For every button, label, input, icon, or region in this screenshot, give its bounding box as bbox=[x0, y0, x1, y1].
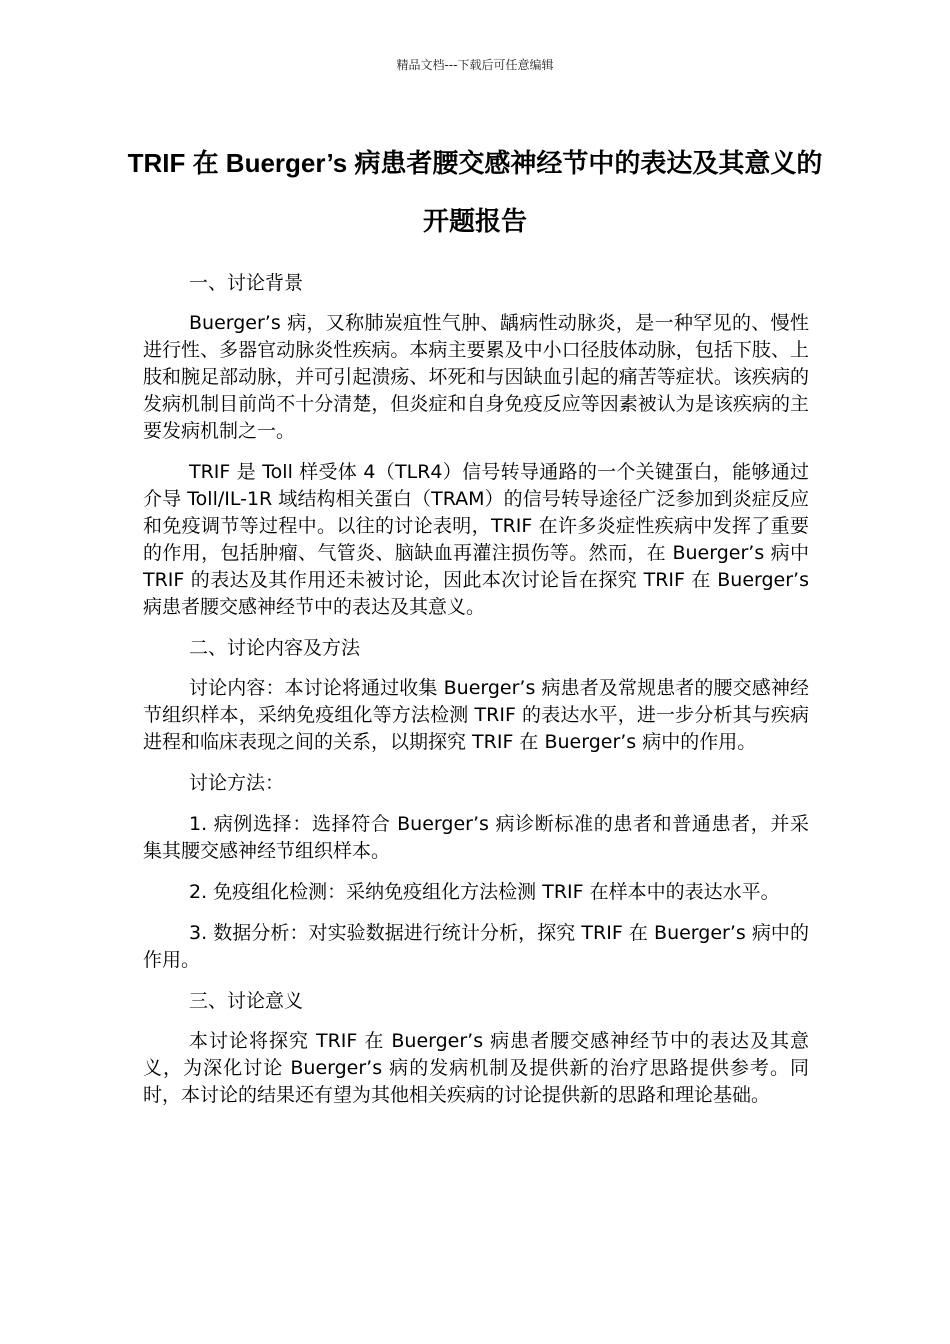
paragraph: TRIF 是 Toll 样受体 4（TLR4）信号转导通路的一个关键蛋白，能够通过介导 Toll/IL-1R 域结构相关蛋白（TRAM）的信号转导途径广泛参加到炎症反应和免疫调节等过程中。以往的讨论表明，TRIF 在许多炎症性疾病中发挥了重要的作用，包括肿瘤、气管炎、脑缺血再灌注损伤等。然而，在 Buerger’s 病中 TRIF 的表达及其作用还未被讨论，因此本次讨论旨在探究 TRIF 在 Buerger’s 病患者腰交感神经节中的表达及其意义。 bbox=[143, 461, 809, 618]
document-body bbox=[143, 270, 809, 1123]
paragraph: 讨论内容：本讨论将通过收集 Buerger’s 病患者及常规患者的腰交感神经节组织样本，采纳免疫组化等方法检测 TRIF 的表达水平，进一步分析其与疾病进程和临床表现之间的关系，以期探究 TRIF 在 Buerger’s 病中的作用。 bbox=[143, 677, 809, 753]
method-item: 2. 免疫组化检测：采纳免疫组化方法检测 TRIF 在样本中的表达水平。 bbox=[189, 881, 780, 903]
paragraph: 讨论方法： bbox=[189, 772, 285, 794]
paragraph: Buerger’s 病，又称肺炭疽性气肿、龋病性动脉炎，是一种罕见的、慢性进行性、多器官动脉炎性疾病。本病主要累及中小口径肢体动脉，包括下肢、上肢和腕足部动脉，并可引起溃疡、坏死和与因缺血引起的痛苦等症状。该疾病的发病机制目前尚不十分清楚，但炎症和自身免疫反应等因素被认为是该疾病的主要发病机制之一。 bbox=[143, 312, 809, 442]
page-header-note: 精品文档---下载后可任意编辑 bbox=[396, 58, 554, 72]
section-heading-significance: 三、讨论意义 bbox=[189, 990, 304, 1012]
section-heading-content-methods: 二、讨论内容及方法 bbox=[189, 637, 361, 659]
document-title: TRIF 在 Buerger’s 病患者腰交感神经节中的表达及其意义的开题报告 bbox=[127, 148, 823, 236]
method-item: 1. 病例选择：选择符合 Buerger’s 病诊断标准的患者和普通患者，并采集其腰交感神经节组织样本。 bbox=[143, 813, 809, 862]
paragraph: 本讨论将探究 TRIF 在 Buerger’s 病患者腰交感神经节中的表达及其意义，为深化讨论 Buerger’s 病的发病机制及提供新的治疗思路提供参考。同时，本讨论的结果还有望为其他相关疾病的讨论提供新的思路和理论基础。 bbox=[143, 1030, 809, 1106]
method-item: 3. 数据分析：对实验数据进行统计分析，探究 TRIF 在 Buerger’s 病中的作用。 bbox=[143, 922, 809, 971]
section-heading-background: 一、讨论背景 bbox=[189, 272, 304, 294]
